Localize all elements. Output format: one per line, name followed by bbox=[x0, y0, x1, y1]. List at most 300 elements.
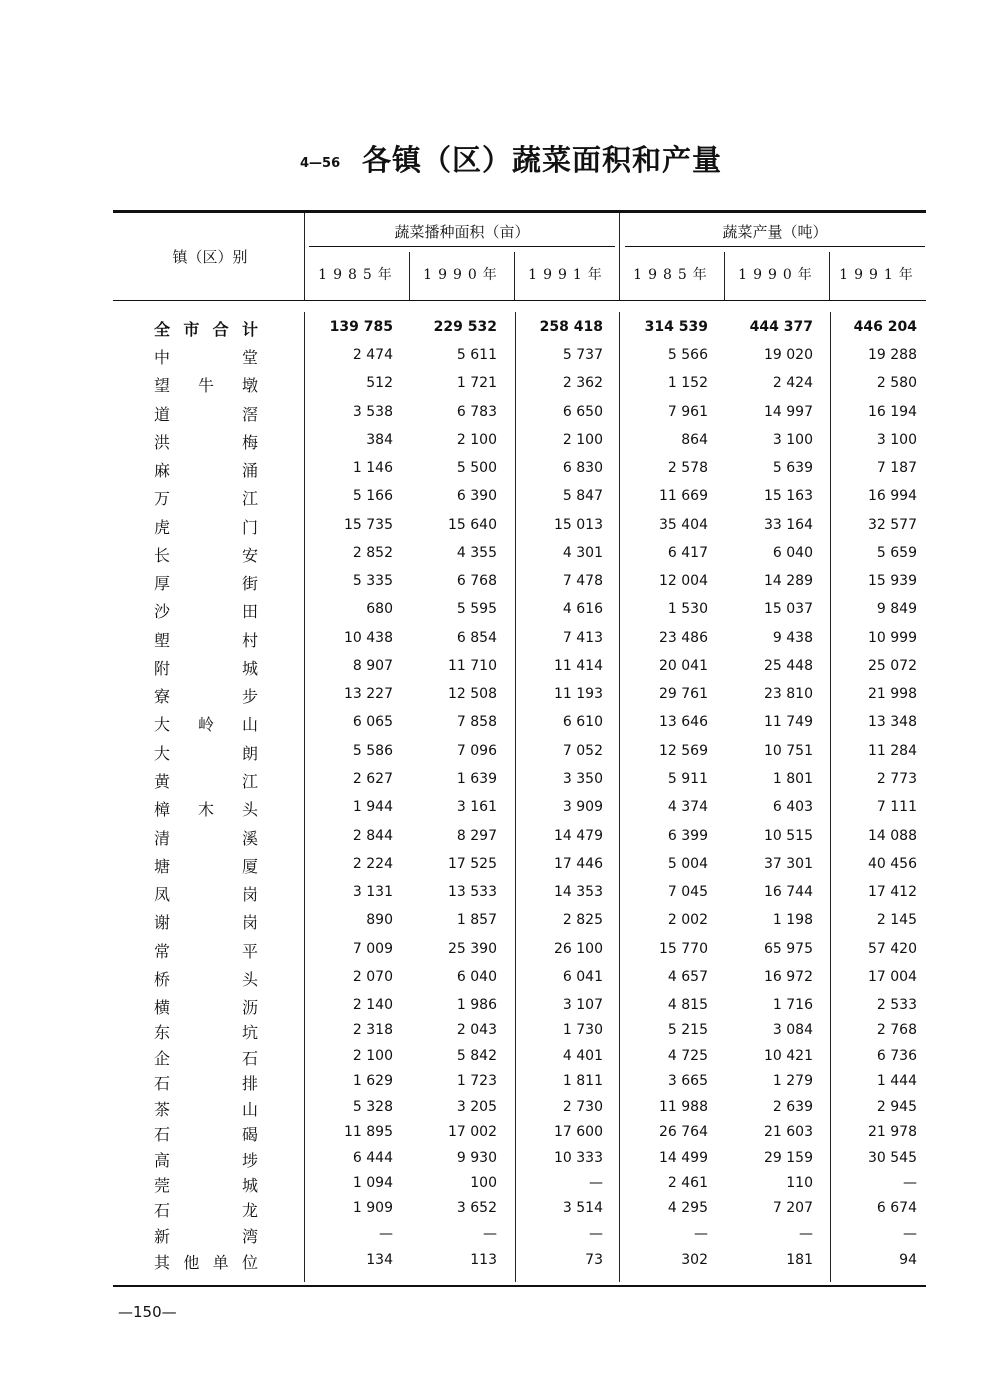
value-cell: 3 538 bbox=[352, 404, 393, 420]
value-cell: 14 088 bbox=[868, 828, 917, 844]
value-cell: 7 096 bbox=[456, 743, 497, 759]
value-cell: 11 988 bbox=[659, 1099, 708, 1115]
year-header: 1985年 bbox=[633, 267, 713, 283]
value-cell: 25 448 bbox=[764, 658, 813, 674]
region-name: 塱 村 bbox=[154, 631, 258, 650]
value-cell: 15 163 bbox=[764, 488, 813, 504]
table-row bbox=[0, 767, 1000, 793]
table-row bbox=[0, 371, 1000, 397]
region-name: 黄 江 bbox=[154, 772, 258, 791]
value-cell: 33 164 bbox=[764, 517, 813, 533]
value-cell: 10 515 bbox=[764, 828, 813, 844]
value-cell: 2 002 bbox=[667, 912, 708, 928]
value-cell: 1 444 bbox=[876, 1073, 917, 1089]
value-cell: 9 438 bbox=[772, 630, 813, 646]
value-cell: 17 412 bbox=[868, 884, 917, 900]
region-name: 清 溪 bbox=[154, 829, 258, 848]
value-cell: 3 514 bbox=[562, 1200, 603, 1216]
table-row bbox=[0, 1069, 1000, 1095]
value-cell: 4 295 bbox=[667, 1200, 708, 1216]
table-row bbox=[0, 1018, 1000, 1044]
value-cell: 1 730 bbox=[562, 1022, 603, 1038]
region-name: 麻 涌 bbox=[154, 461, 258, 480]
header-bottom-rule bbox=[113, 300, 926, 301]
table-row bbox=[0, 597, 1000, 623]
value-cell: 15 037 bbox=[764, 601, 813, 617]
value-cell: 6 444 bbox=[352, 1150, 393, 1166]
value-cell: 1 801 bbox=[772, 771, 813, 787]
value-cell: 10 999 bbox=[868, 630, 917, 646]
table-row bbox=[0, 1222, 1000, 1248]
value-cell: 258 418 bbox=[539, 319, 603, 335]
value-cell: 4 401 bbox=[562, 1048, 603, 1064]
value-cell: 1 716 bbox=[772, 997, 813, 1013]
value-cell: 3 350 bbox=[562, 771, 603, 787]
value-cell: 9 849 bbox=[876, 601, 917, 617]
value-cell: 17 002 bbox=[448, 1124, 497, 1140]
value-cell: 680 bbox=[366, 601, 393, 617]
value-cell: 2 627 bbox=[352, 771, 393, 787]
value-cell: 5 911 bbox=[667, 771, 708, 787]
value-cell: 23 810 bbox=[764, 686, 813, 702]
value-cell: 13 348 bbox=[868, 714, 917, 730]
value-cell: 2 424 bbox=[772, 375, 813, 391]
value-cell: 5 500 bbox=[456, 460, 497, 476]
value-cell: 10 333 bbox=[554, 1150, 603, 1166]
region-name: 企 石 bbox=[154, 1049, 258, 1068]
value-cell: — bbox=[694, 1226, 708, 1242]
value-cell: 57 420 bbox=[868, 941, 917, 957]
year-header: 1990年 bbox=[738, 267, 818, 283]
value-cell: 864 bbox=[681, 432, 708, 448]
table-row bbox=[0, 852, 1000, 878]
region-name: 寮 步 bbox=[154, 687, 258, 706]
value-cell: 35 404 bbox=[659, 517, 708, 533]
value-cell: 6 040 bbox=[772, 545, 813, 561]
region-name: 沙 田 bbox=[154, 602, 258, 621]
table-row bbox=[0, 1146, 1000, 1172]
table-row bbox=[0, 343, 1000, 369]
value-cell: 2 825 bbox=[562, 912, 603, 928]
year-header: 1985年 bbox=[318, 267, 398, 283]
value-cell: 3 161 bbox=[456, 799, 497, 815]
value-cell: 2 140 bbox=[352, 997, 393, 1013]
value-cell: 6 041 bbox=[562, 969, 603, 985]
value-cell: 4 355 bbox=[456, 545, 497, 561]
column-divider bbox=[304, 213, 305, 300]
value-cell: 21 978 bbox=[868, 1124, 917, 1140]
region-name: 茶 山 bbox=[154, 1100, 258, 1119]
value-cell: 13 227 bbox=[344, 686, 393, 702]
table-title-text: 各镇（区）蔬菜面积和产量 bbox=[362, 143, 723, 177]
value-cell: 1 944 bbox=[352, 799, 393, 815]
value-cell: 3 107 bbox=[562, 997, 603, 1013]
value-cell: 1 811 bbox=[562, 1073, 603, 1089]
value-cell: 2 773 bbox=[876, 771, 917, 787]
value-cell: 7 413 bbox=[562, 630, 603, 646]
value-cell: 9 930 bbox=[456, 1150, 497, 1166]
stub-header: 镇（区）别 bbox=[172, 248, 248, 266]
table-row bbox=[0, 1095, 1000, 1121]
value-cell: 19 020 bbox=[764, 347, 813, 363]
region-name: 附 城 bbox=[154, 659, 258, 678]
value-cell: 6 417 bbox=[667, 545, 708, 561]
value-cell: 181 bbox=[786, 1252, 813, 1268]
value-cell: 113 bbox=[470, 1252, 497, 1268]
region-name: 万 江 bbox=[154, 489, 258, 508]
region-name: 大 岭 山 bbox=[154, 715, 258, 734]
value-cell: — bbox=[903, 1175, 917, 1191]
table-row bbox=[0, 710, 1000, 736]
value-cell: 21 998 bbox=[868, 686, 917, 702]
value-cell: 26 764 bbox=[659, 1124, 708, 1140]
value-cell: 5 335 bbox=[352, 573, 393, 589]
table-row bbox=[0, 654, 1000, 680]
value-cell: 17 600 bbox=[554, 1124, 603, 1140]
value-cell: 5 737 bbox=[562, 347, 603, 363]
value-cell: 13 646 bbox=[659, 714, 708, 730]
value-cell: 15 013 bbox=[554, 517, 603, 533]
value-cell: 10 421 bbox=[764, 1048, 813, 1064]
value-cell: 11 669 bbox=[659, 488, 708, 504]
region-name: 谢 岗 bbox=[154, 913, 258, 932]
value-cell: 2 580 bbox=[876, 375, 917, 391]
value-cell: 16 744 bbox=[764, 884, 813, 900]
value-cell: 2 224 bbox=[352, 856, 393, 872]
value-cell: 2 318 bbox=[352, 1022, 393, 1038]
value-cell: 25 390 bbox=[448, 941, 497, 957]
value-cell: 2 474 bbox=[352, 347, 393, 363]
value-cell: 16 194 bbox=[868, 404, 917, 420]
table-row bbox=[0, 795, 1000, 821]
value-cell: 16 972 bbox=[764, 969, 813, 985]
value-cell: 11 710 bbox=[448, 658, 497, 674]
table-row bbox=[0, 824, 1000, 850]
value-cell: 1 629 bbox=[352, 1073, 393, 1089]
value-cell: 5 328 bbox=[352, 1099, 393, 1115]
region-name: 全 市 合 计 bbox=[154, 320, 258, 339]
value-cell: 6 736 bbox=[876, 1048, 917, 1064]
value-cell: 14 997 bbox=[764, 404, 813, 420]
table-row bbox=[0, 315, 1000, 341]
value-cell: 29 761 bbox=[659, 686, 708, 702]
value-cell: 5 566 bbox=[667, 347, 708, 363]
region-name: 中 堂 bbox=[154, 348, 258, 367]
region-name: 横 沥 bbox=[154, 998, 258, 1017]
table-row bbox=[0, 1171, 1000, 1197]
value-cell: 134 bbox=[366, 1252, 393, 1268]
value-cell: 444 377 bbox=[749, 319, 813, 335]
value-cell: 7 478 bbox=[562, 573, 603, 589]
value-cell: 14 289 bbox=[764, 573, 813, 589]
value-cell: 2 945 bbox=[876, 1099, 917, 1115]
value-cell: 7 961 bbox=[667, 404, 708, 420]
value-cell: 1 639 bbox=[456, 771, 497, 787]
value-cell: 14 499 bbox=[659, 1150, 708, 1166]
value-cell: 13 533 bbox=[448, 884, 497, 900]
region-name: 望 牛 墩 bbox=[154, 376, 258, 395]
value-cell: 19 288 bbox=[868, 347, 917, 363]
table-row bbox=[0, 739, 1000, 765]
value-cell: 6 854 bbox=[456, 630, 497, 646]
region-name: 凤 岗 bbox=[154, 885, 258, 904]
value-cell: 17 004 bbox=[868, 969, 917, 985]
value-cell: 73 bbox=[585, 1252, 603, 1268]
value-cell: — bbox=[379, 1226, 393, 1242]
value-cell: 2 100 bbox=[456, 432, 497, 448]
table-row bbox=[0, 880, 1000, 906]
value-cell: 3 909 bbox=[562, 799, 603, 815]
value-cell: 1 279 bbox=[772, 1073, 813, 1089]
table-row bbox=[0, 456, 1000, 482]
value-cell: 15 939 bbox=[868, 573, 917, 589]
region-name: 道 滘 bbox=[154, 405, 258, 424]
region-name: 高 埗 bbox=[154, 1151, 258, 1170]
table-row bbox=[0, 428, 1000, 454]
value-cell: 2 043 bbox=[456, 1022, 497, 1038]
table-row bbox=[0, 1196, 1000, 1222]
value-cell: 7 187 bbox=[876, 460, 917, 476]
value-cell: 890 bbox=[366, 912, 393, 928]
value-cell: 2 070 bbox=[352, 969, 393, 985]
column-divider bbox=[409, 252, 410, 300]
table-row bbox=[0, 965, 1000, 991]
region-name: 东 坑 bbox=[154, 1023, 258, 1042]
value-cell: 94 bbox=[899, 1252, 917, 1268]
value-cell: 37 301 bbox=[764, 856, 813, 872]
value-cell: 6 783 bbox=[456, 404, 497, 420]
value-cell: 3 205 bbox=[456, 1099, 497, 1115]
region-name: 新 湾 bbox=[154, 1227, 258, 1246]
value-cell: 2 100 bbox=[562, 432, 603, 448]
value-cell: 1 530 bbox=[667, 601, 708, 617]
region-name: 塘 厦 bbox=[154, 857, 258, 876]
value-cell: 65 975 bbox=[764, 941, 813, 957]
value-cell: 6 040 bbox=[456, 969, 497, 985]
value-cell: 5 586 bbox=[352, 743, 393, 759]
value-cell: 8 297 bbox=[456, 828, 497, 844]
value-cell: 4 301 bbox=[562, 545, 603, 561]
table-row bbox=[0, 541, 1000, 567]
region-name: 常 平 bbox=[154, 942, 258, 961]
page-number: —150— bbox=[118, 1303, 177, 1321]
value-cell: 4 725 bbox=[667, 1048, 708, 1064]
value-cell: 6 065 bbox=[352, 714, 393, 730]
value-cell: 15 640 bbox=[448, 517, 497, 533]
table-row bbox=[0, 1044, 1000, 1070]
table-row bbox=[0, 626, 1000, 652]
value-cell: — bbox=[903, 1226, 917, 1242]
value-cell: 6 650 bbox=[562, 404, 603, 420]
value-cell: 10 751 bbox=[764, 743, 813, 759]
value-cell: 6 399 bbox=[667, 828, 708, 844]
region-name: 其 他 单 位 bbox=[154, 1253, 258, 1272]
table-row bbox=[0, 513, 1000, 539]
value-cell: 2 844 bbox=[352, 828, 393, 844]
table-row bbox=[0, 937, 1000, 963]
value-cell: 11 895 bbox=[344, 1124, 393, 1140]
value-cell: 1 146 bbox=[352, 460, 393, 476]
value-cell: 1 198 bbox=[772, 912, 813, 928]
value-cell: 32 577 bbox=[868, 517, 917, 533]
region-name: 石 龙 bbox=[154, 1201, 258, 1220]
bottom-rule bbox=[113, 1285, 926, 1287]
value-cell: 1 152 bbox=[667, 375, 708, 391]
table-row bbox=[0, 400, 1000, 426]
column-divider bbox=[829, 252, 830, 300]
column-divider bbox=[514, 252, 515, 300]
value-cell: 4 815 bbox=[667, 997, 708, 1013]
value-cell: 2 730 bbox=[562, 1099, 603, 1115]
region-name: 莞 城 bbox=[154, 1176, 258, 1195]
column-divider bbox=[724, 252, 725, 300]
region-name: 长 安 bbox=[154, 546, 258, 565]
value-cell: 1 909 bbox=[352, 1200, 393, 1216]
value-cell: 7 111 bbox=[876, 799, 917, 815]
value-cell: 3 665 bbox=[667, 1073, 708, 1089]
top-rule bbox=[113, 210, 926, 213]
value-cell: 12 569 bbox=[659, 743, 708, 759]
value-cell: 5 847 bbox=[562, 488, 603, 504]
value-cell: 2 145 bbox=[876, 912, 917, 928]
value-cell: 4 616 bbox=[562, 601, 603, 617]
region-name: 樟 木 头 bbox=[154, 800, 258, 819]
table-number: 4—56 bbox=[300, 156, 341, 171]
value-cell: 1 986 bbox=[456, 997, 497, 1013]
value-cell: 5 004 bbox=[667, 856, 708, 872]
value-cell: 17 446 bbox=[554, 856, 603, 872]
region-name: 石 碣 bbox=[154, 1125, 258, 1144]
table-row bbox=[0, 908, 1000, 934]
value-cell: 2 362 bbox=[562, 375, 603, 391]
value-cell: — bbox=[799, 1226, 813, 1242]
value-cell: 26 100 bbox=[554, 941, 603, 957]
value-cell: 11 284 bbox=[868, 743, 917, 759]
value-cell: 302 bbox=[681, 1252, 708, 1268]
value-cell: 5 611 bbox=[456, 347, 497, 363]
value-cell: 4 374 bbox=[667, 799, 708, 815]
value-cell: 11 749 bbox=[764, 714, 813, 730]
table-row bbox=[0, 1120, 1000, 1146]
value-cell: 12 004 bbox=[659, 573, 708, 589]
value-cell: 5 166 bbox=[352, 488, 393, 504]
value-cell: 6 610 bbox=[562, 714, 603, 730]
value-cell: 3 100 bbox=[876, 432, 917, 448]
table-row bbox=[0, 1248, 1000, 1274]
value-cell: 16 994 bbox=[868, 488, 917, 504]
value-cell: — bbox=[589, 1175, 603, 1191]
value-cell: 5 215 bbox=[667, 1022, 708, 1038]
value-cell: 15 735 bbox=[344, 517, 393, 533]
value-cell: 3 100 bbox=[772, 432, 813, 448]
value-cell: 10 438 bbox=[344, 630, 393, 646]
area-group-header: 蔬菜播种面积（亩） bbox=[394, 223, 530, 241]
value-cell: 4 657 bbox=[667, 969, 708, 985]
table-row bbox=[0, 682, 1000, 708]
value-cell: 17 525 bbox=[448, 856, 497, 872]
value-cell: 6 830 bbox=[562, 460, 603, 476]
value-cell: 3 084 bbox=[772, 1022, 813, 1038]
value-cell: 139 785 bbox=[329, 319, 393, 335]
value-cell: 1 723 bbox=[456, 1073, 497, 1089]
value-cell: 229 532 bbox=[433, 319, 497, 335]
value-cell: 6 768 bbox=[456, 573, 497, 589]
region-name: 洪 梅 bbox=[154, 433, 258, 452]
table-row bbox=[0, 993, 1000, 1019]
value-cell: 110 bbox=[786, 1175, 813, 1191]
region-name: 大 朗 bbox=[154, 744, 258, 763]
value-cell: 7 207 bbox=[772, 1200, 813, 1216]
value-cell: 5 842 bbox=[456, 1048, 497, 1064]
value-cell: 6 674 bbox=[876, 1200, 917, 1216]
group-rule-area bbox=[309, 246, 615, 247]
value-cell: 21 603 bbox=[764, 1124, 813, 1140]
value-cell: 3 131 bbox=[352, 884, 393, 900]
value-cell: 12 508 bbox=[448, 686, 497, 702]
output-group-header: 蔬菜产量（吨） bbox=[722, 223, 828, 241]
value-cell: 6 403 bbox=[772, 799, 813, 815]
year-header: 1991年 bbox=[839, 267, 919, 283]
value-cell: 29 159 bbox=[764, 1150, 813, 1166]
value-cell: 5 659 bbox=[876, 545, 917, 561]
value-cell: 11 193 bbox=[554, 686, 603, 702]
value-cell: 2 578 bbox=[667, 460, 708, 476]
value-cell: 14 353 bbox=[554, 884, 603, 900]
value-cell: 2 461 bbox=[667, 1175, 708, 1191]
value-cell: 1 094 bbox=[352, 1175, 393, 1191]
value-cell: 20 041 bbox=[659, 658, 708, 674]
value-cell: 6 390 bbox=[456, 488, 497, 504]
value-cell: 1 721 bbox=[456, 375, 497, 391]
value-cell: 384 bbox=[366, 432, 393, 448]
table-title bbox=[300, 138, 760, 178]
value-cell: 40 456 bbox=[868, 856, 917, 872]
column-divider bbox=[619, 213, 620, 300]
table-row bbox=[0, 484, 1000, 510]
value-cell: 2 852 bbox=[352, 545, 393, 561]
value-cell: 2 100 bbox=[352, 1048, 393, 1064]
region-name: 石 排 bbox=[154, 1074, 258, 1093]
value-cell: 30 545 bbox=[868, 1150, 917, 1166]
value-cell: 314 539 bbox=[644, 319, 708, 335]
value-cell: 23 486 bbox=[659, 630, 708, 646]
value-cell: 2 533 bbox=[876, 997, 917, 1013]
value-cell: 7 858 bbox=[456, 714, 497, 730]
value-cell: 1 857 bbox=[456, 912, 497, 928]
value-cell: 5 595 bbox=[456, 601, 497, 617]
value-cell: 5 639 bbox=[772, 460, 813, 476]
value-cell: 512 bbox=[366, 375, 393, 391]
group-rule-output bbox=[625, 246, 925, 247]
value-cell: 8 907 bbox=[352, 658, 393, 674]
region-name: 虎 门 bbox=[154, 518, 258, 537]
value-cell: 100 bbox=[470, 1175, 497, 1191]
value-cell: 14 479 bbox=[554, 828, 603, 844]
value-cell: 2 639 bbox=[772, 1099, 813, 1115]
region-name: 桥 头 bbox=[154, 970, 258, 989]
value-cell: 7 052 bbox=[562, 743, 603, 759]
value-cell: 3 652 bbox=[456, 1200, 497, 1216]
value-cell: — bbox=[483, 1226, 497, 1242]
value-cell: 2 768 bbox=[876, 1022, 917, 1038]
value-cell: 15 770 bbox=[659, 941, 708, 957]
value-cell: 7 045 bbox=[667, 884, 708, 900]
year-header: 1990年 bbox=[423, 267, 503, 283]
value-cell: — bbox=[589, 1226, 603, 1242]
value-cell: 25 072 bbox=[868, 658, 917, 674]
value-cell: 11 414 bbox=[554, 658, 603, 674]
value-cell: 7 009 bbox=[352, 941, 393, 957]
